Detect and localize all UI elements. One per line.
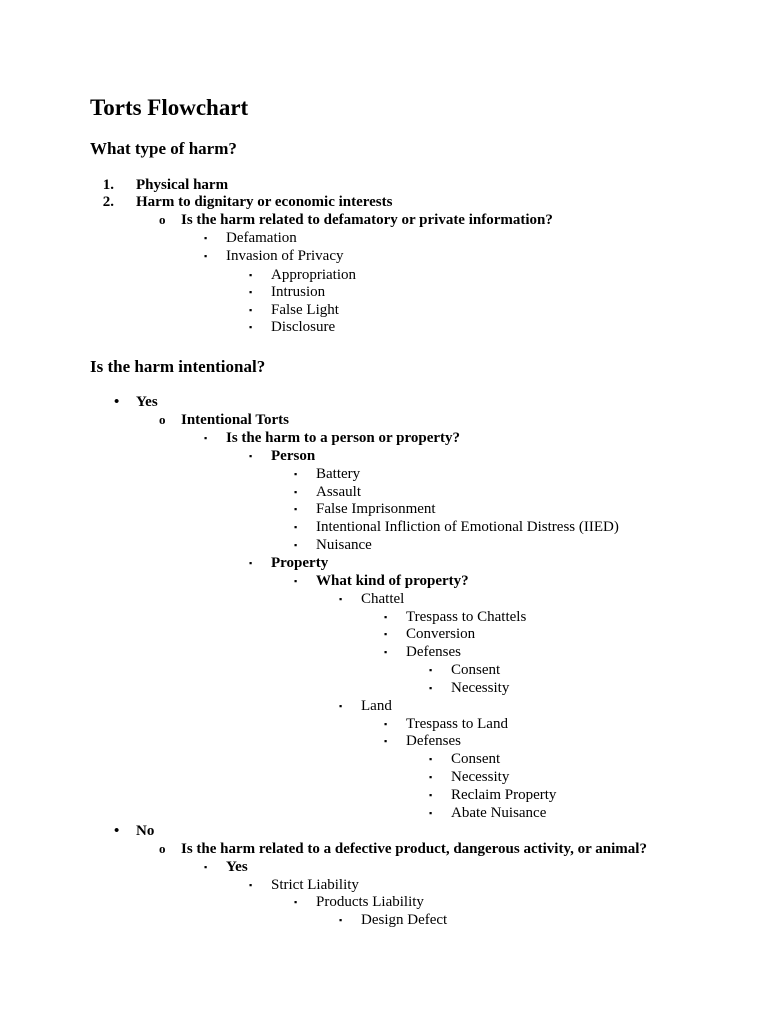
list-item-text: Yes: [226, 859, 248, 875]
list-item: [429, 679, 510, 697]
list-item-text: What kind of property?: [316, 573, 469, 589]
list-item-text: Appropriation: [271, 267, 356, 283]
list-item-text: Land: [361, 698, 392, 714]
list-marker: ▪: [249, 558, 253, 568]
list-marker: 1.: [102, 177, 114, 193]
list-marker: •: [114, 394, 120, 410]
list-item-text: Yes: [136, 394, 158, 410]
list-marker: ▪: [204, 233, 208, 243]
list-item: [339, 911, 448, 929]
list-item: [294, 465, 361, 483]
list-item: [429, 786, 557, 804]
list-marker: ▪: [249, 287, 253, 297]
list-item-text: Chattel: [361, 591, 405, 607]
list-marker: ▪: [249, 451, 253, 461]
list-item-text: Property: [271, 555, 329, 571]
list-marker: ▪: [384, 629, 388, 639]
list-marker: •: [114, 823, 120, 839]
list-marker: ▪: [384, 736, 388, 746]
list-marker: ▪: [339, 915, 343, 925]
list-marker: ▪: [204, 251, 208, 261]
list-item: [249, 283, 326, 301]
list-marker: o: [159, 841, 166, 856]
list-item-text: Intentional Infliction of Emotional Distress (IIED): [316, 519, 619, 535]
list-item: [429, 768, 510, 786]
list-item: [294, 483, 361, 501]
list-item-text: Necessity: [451, 680, 510, 696]
list-item-text: Necessity: [451, 769, 510, 785]
list-item-text: Nuisance: [316, 537, 372, 553]
list-item-text: No: [136, 823, 155, 839]
list-item: [294, 572, 469, 590]
list-item: [294, 500, 436, 518]
list-marker: ▪: [294, 540, 298, 550]
list-item-text: Trespass to Chattels: [406, 609, 527, 625]
list-marker: o: [159, 212, 166, 227]
list-marker: ▪: [204, 862, 208, 872]
list-item-text: Defamation: [226, 230, 297, 246]
list-item: [249, 554, 329, 572]
list-item-text: Assault: [316, 484, 361, 500]
section-heading-harm-type: What type of harm?: [90, 139, 237, 158]
list-item-text: Trespass to Land: [406, 716, 508, 732]
list-item-text: Is the harm to a person or property?: [226, 430, 461, 446]
list-item-text: Defenses: [406, 644, 461, 660]
list-item: [204, 429, 461, 447]
list-marker: ▪: [249, 305, 253, 315]
list-item-text: Harm to dignitary or economic interests: [136, 194, 393, 210]
list-item: [294, 893, 424, 911]
list-item: [429, 661, 501, 679]
list-item-text: Defenses: [406, 733, 461, 749]
list-item: [384, 643, 461, 661]
list-item: [249, 876, 359, 894]
list-item: [204, 247, 344, 265]
list-item-text: Consent: [451, 662, 501, 678]
list-item-text: Battery: [316, 466, 361, 482]
list-item-text: Invasion of Privacy: [226, 248, 344, 264]
list-marker: ▪: [429, 665, 433, 675]
list-item: [102, 176, 229, 194]
list-item-text: Is the harm related to defamatory or private information?: [181, 212, 553, 228]
list-marker: ▪: [339, 594, 343, 604]
list-item: [159, 211, 553, 229]
list-item: [429, 804, 547, 822]
list-item-text: Abate Nuisance: [451, 805, 547, 821]
list-marker: ▪: [384, 612, 388, 622]
list-item: [249, 318, 336, 336]
list-item: [249, 447, 316, 465]
list-item-text: Intrusion: [271, 284, 326, 300]
list-marker: ▪: [294, 487, 298, 497]
list-item: [159, 411, 289, 429]
list-item: [384, 715, 508, 733]
list-item-text: Conversion: [406, 626, 476, 642]
list-marker: ▪: [429, 772, 433, 782]
list-marker: ▪: [249, 880, 253, 890]
list-marker: ▪: [429, 754, 433, 764]
list-item-text: Physical harm: [136, 177, 229, 193]
list-item-text: False Light: [271, 302, 339, 318]
list-marker: ▪: [294, 504, 298, 514]
list-marker: ▪: [384, 719, 388, 729]
list-item-text: Is the harm related to a defective product, dangerous activity, or animal?: [181, 841, 647, 857]
list-marker: ▪: [384, 647, 388, 657]
list-item-text: Reclaim Property: [451, 787, 557, 803]
list-item-text: False Imprisonment: [316, 501, 436, 517]
list-marker: ▪: [204, 433, 208, 443]
list-item: [102, 193, 393, 211]
list-item-text: Person: [271, 448, 316, 464]
list-marker: ▪: [339, 701, 343, 711]
list-item: [159, 840, 647, 858]
list-marker: ▪: [429, 683, 433, 693]
document-title: Torts Flowchart: [90, 95, 249, 120]
list-item: [294, 518, 619, 536]
section-heading-intentional: Is the harm intentional?: [90, 357, 266, 376]
list-item-text: Products Liability: [316, 894, 424, 910]
list-marker: ▪: [294, 576, 298, 586]
list-item: [114, 393, 158, 411]
list-marker: ▪: [429, 790, 433, 800]
list-item: [114, 822, 155, 840]
list-item-text: Intentional Torts: [181, 412, 289, 428]
list-marker: ▪: [294, 469, 298, 479]
list-marker: ▪: [249, 270, 253, 280]
list-item: [339, 590, 405, 608]
list-item: [249, 301, 339, 319]
list-item: [384, 732, 461, 750]
list-item-text: Consent: [451, 751, 501, 767]
list-item-text: Disclosure: [271, 319, 336, 335]
list-marker: ▪: [249, 322, 253, 332]
list-marker: o: [159, 412, 166, 427]
list-item: [339, 697, 392, 715]
list-marker: 2.: [102, 194, 114, 210]
list-item: [204, 229, 297, 247]
list-item: [249, 266, 356, 284]
list-item: [384, 625, 476, 643]
list-marker: ▪: [294, 897, 298, 907]
list-item-text: Strict Liability: [271, 877, 359, 893]
list-item: [294, 536, 372, 554]
list-marker: ▪: [429, 808, 433, 818]
list-item-text: Design Defect: [361, 912, 448, 928]
list-marker: ▪: [294, 522, 298, 532]
list-item: [429, 750, 501, 768]
list-item: [384, 608, 527, 626]
list-item: [204, 858, 248, 876]
